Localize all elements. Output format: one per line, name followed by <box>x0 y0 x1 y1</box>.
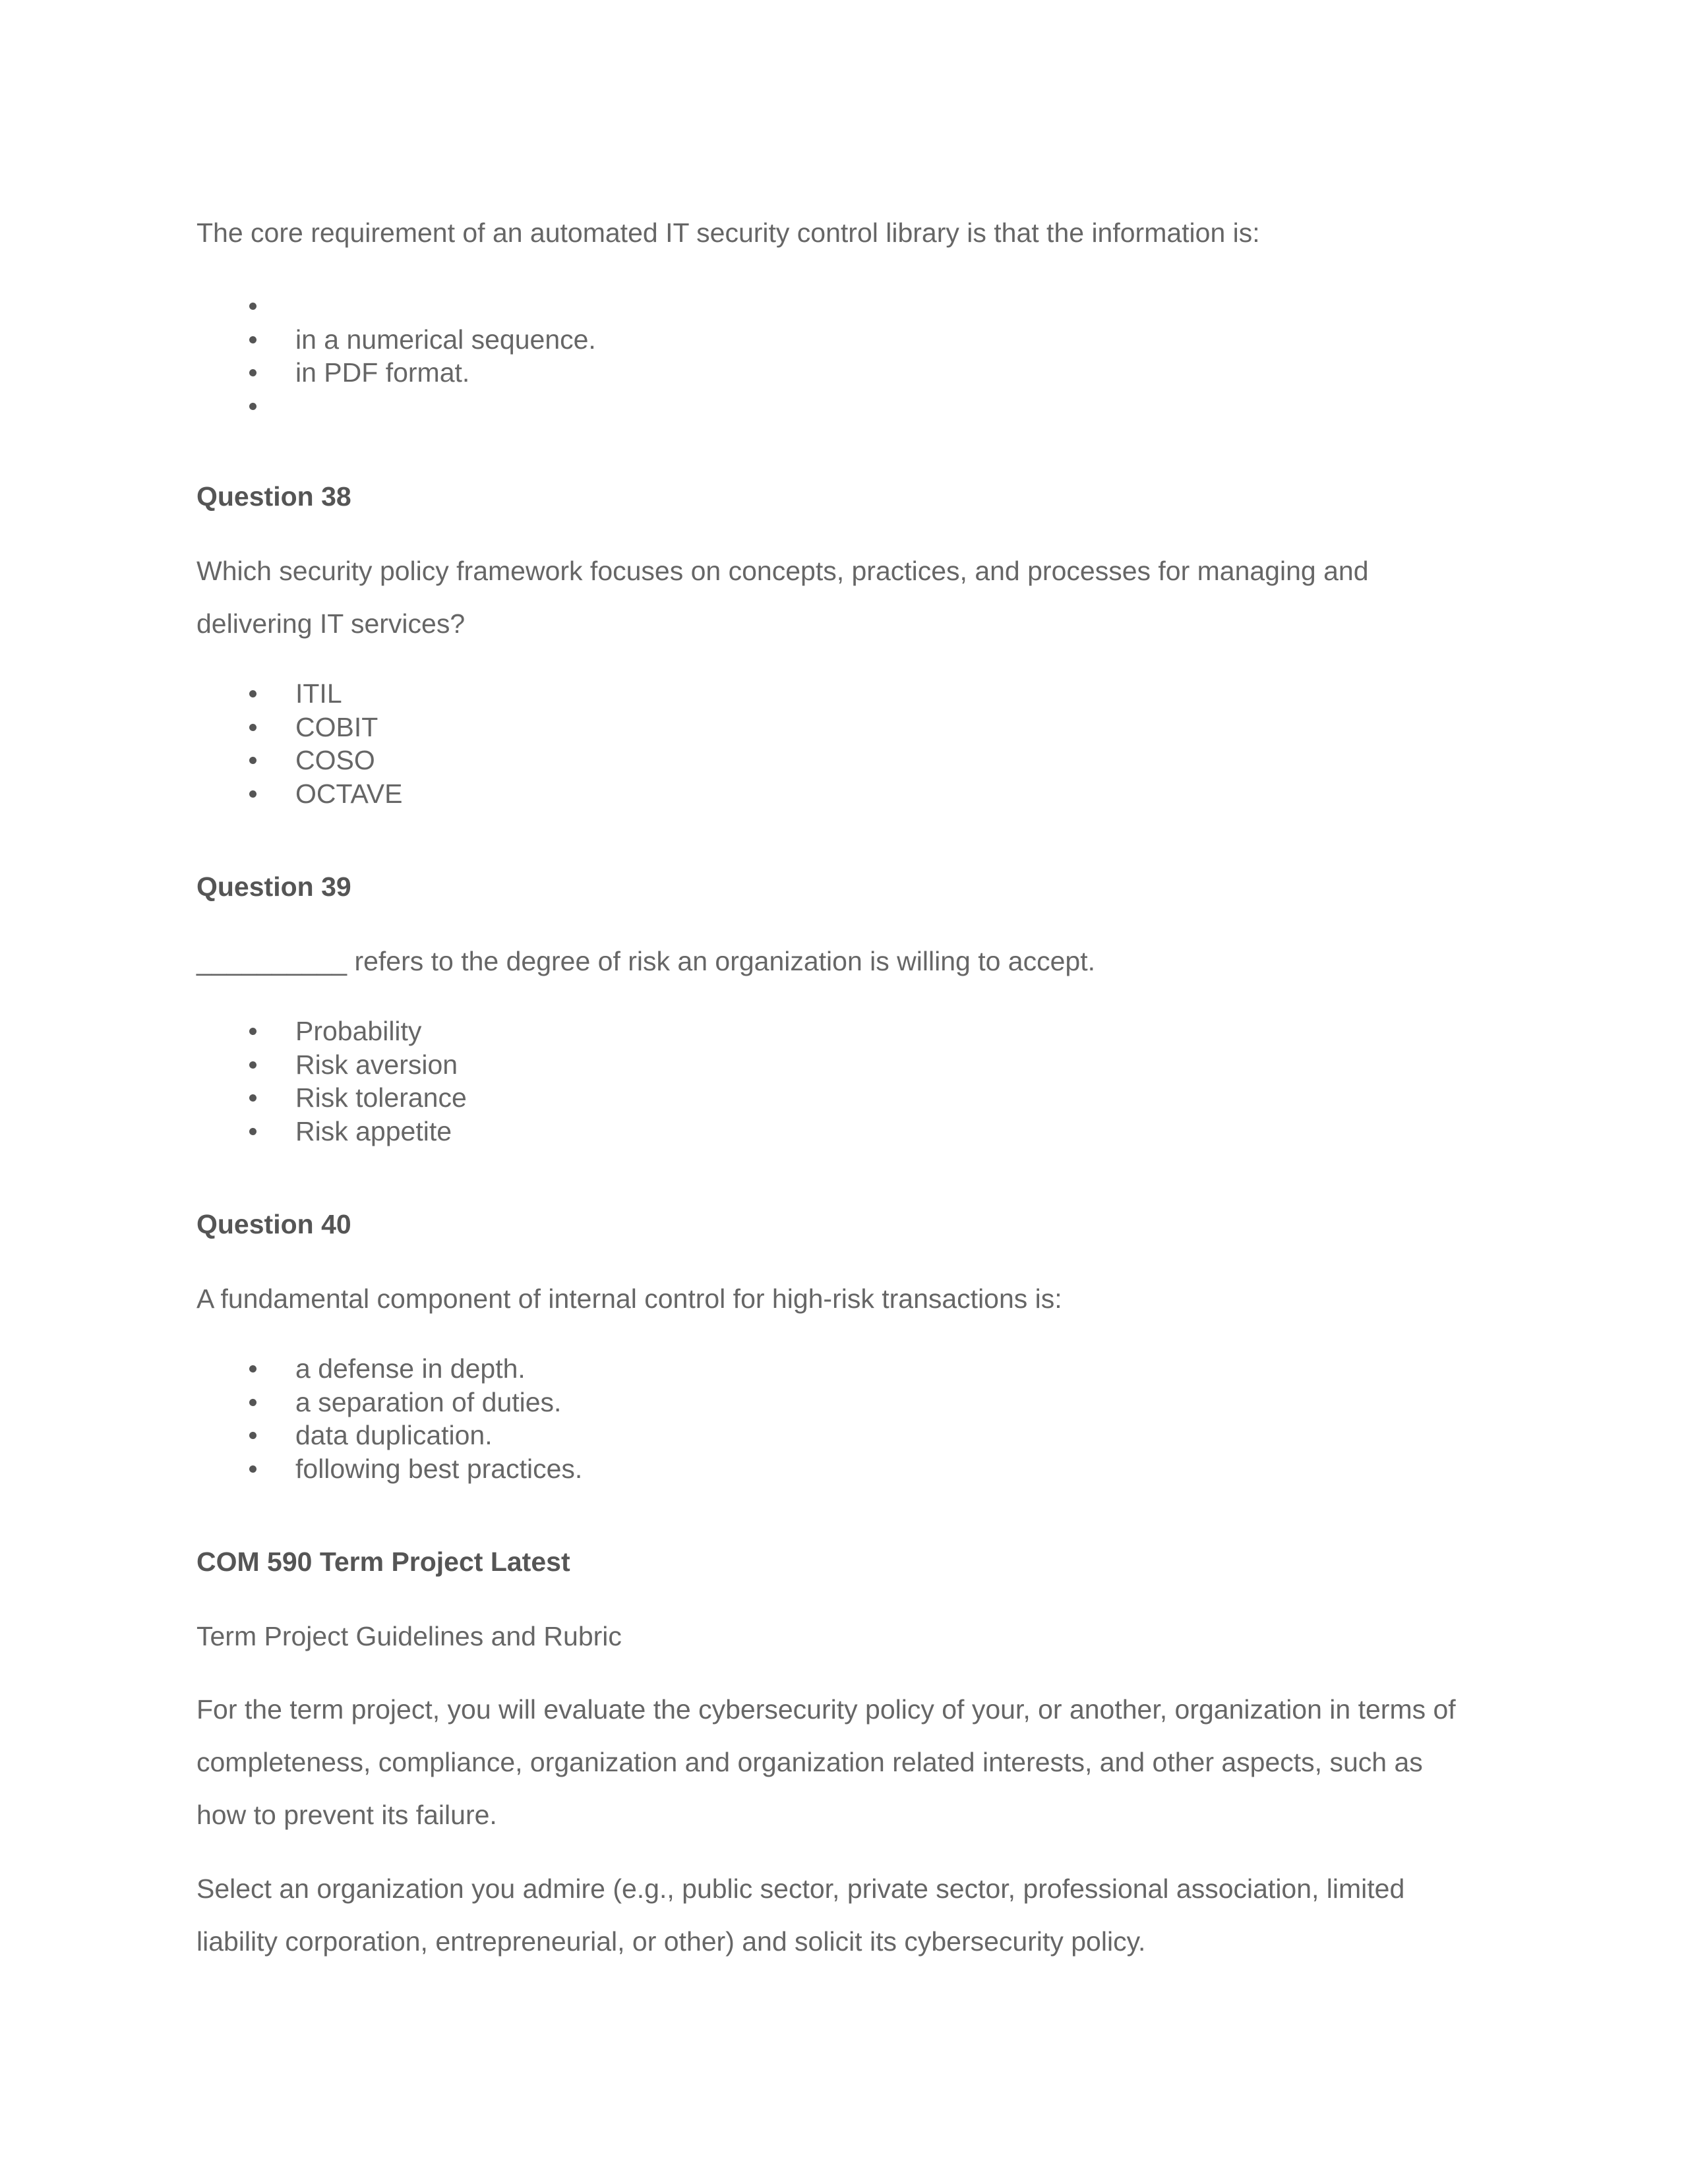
option-label: a defense in depth. <box>295 1353 526 1384</box>
list-item <box>196 744 403 777</box>
list-item <box>196 1115 467 1148</box>
intro-question-text: The core requirement of an automated IT security control library is that the information is: <box>196 218 1260 248</box>
option-label: in PDF format. <box>295 357 470 388</box>
term-project-para1-line1: For the term project, you will evaluate the cybersecurity policy of your, or another, organization in terms of <box>196 1694 1456 1725</box>
list-item <box>196 1452 582 1486</box>
bullet-icon <box>249 1128 256 1135</box>
bullet-icon <box>249 1432 256 1439</box>
question-39-heading: Question 39 <box>196 871 351 902</box>
option-label: ITIL <box>295 678 342 709</box>
term-project-para1-line3: how to prevent its failure. <box>196 1800 497 1830</box>
term-project-heading: COM 590 Term Project Latest <box>196 1547 570 1577</box>
bullet-icon <box>249 757 256 764</box>
bullet-icon <box>249 1094 256 1102</box>
bullet-icon <box>249 303 256 310</box>
bullet-icon <box>249 1399 256 1406</box>
bullet-icon <box>249 1465 256 1473</box>
term-project-para2-line2: liability corporation, entrepreneurial, or other) and solicit its cybersecurity policy. <box>196 1926 1146 1957</box>
bullet-icon <box>249 336 256 343</box>
bullet-icon <box>249 690 256 697</box>
bullet-icon <box>249 403 256 410</box>
option-label: a separation of duties. <box>295 1386 562 1417</box>
list-item <box>196 1015 467 1048</box>
question-38-options-list <box>196 677 403 810</box>
list-item <box>196 677 403 711</box>
bullet-icon <box>249 1365 256 1372</box>
question-38-text-line2: delivering IT services? <box>196 608 466 639</box>
list-item <box>196 390 596 423</box>
list-item <box>196 1386 582 1419</box>
question-40-text: A fundamental component of internal control for high-risk transactions is: <box>196 1284 1062 1314</box>
option-label: data duplication. <box>295 1420 493 1450</box>
option-label: Risk appetite <box>295 1115 452 1146</box>
bullet-icon <box>249 724 256 731</box>
option-label: Risk aversion <box>295 1049 458 1080</box>
term-project-para1-line2: completeness, compliance, organization and organization related interests, and other aspects, such as <box>196 1747 1423 1777</box>
list-item <box>196 323 596 357</box>
bullet-icon <box>249 1061 256 1069</box>
option-label: in a numerical sequence. <box>295 324 596 355</box>
option-label: COSO <box>295 745 375 775</box>
question-38-text-line1: Which security policy framework focuses on concepts, practices, and processes for managing and <box>196 556 1369 586</box>
list-item <box>196 1048 467 1082</box>
term-project-para2-line1: Select an organization you admire (e.g., public sector, private sector, professional association, limited <box>196 1874 1405 1904</box>
bullet-icon <box>249 369 256 376</box>
intro-options-list <box>196 289 596 423</box>
question-40-options-list <box>196 1352 582 1485</box>
option-label: Risk tolerance <box>295 1082 467 1113</box>
list-item <box>196 289 596 323</box>
option-label: COBIT <box>295 711 378 742</box>
fill-in-blank: __________ <box>196 946 347 976</box>
list-item <box>196 356 596 390</box>
list-item <box>196 1419 582 1452</box>
question-39-options-list <box>196 1015 467 1148</box>
list-item <box>196 711 403 744</box>
option-label: Probability <box>295 1016 422 1046</box>
question-38-heading: Question 38 <box>196 481 351 512</box>
bullet-icon <box>249 1028 256 1035</box>
option-label: following best practices. <box>295 1453 583 1484</box>
list-item <box>196 777 403 811</box>
list-item <box>196 1352 582 1386</box>
list-item <box>196 1081 467 1115</box>
option-label: OCTAVE <box>295 778 403 809</box>
question-39-text <box>196 935 1095 988</box>
question-39-text-body: refers to the degree of risk an organization is willing to accept. <box>354 946 1095 976</box>
bullet-icon <box>249 790 256 798</box>
question-40-heading: Question 40 <box>196 1209 351 1239</box>
term-project-subtitle: Term Project Guidelines and Rubric <box>196 1621 622 1651</box>
